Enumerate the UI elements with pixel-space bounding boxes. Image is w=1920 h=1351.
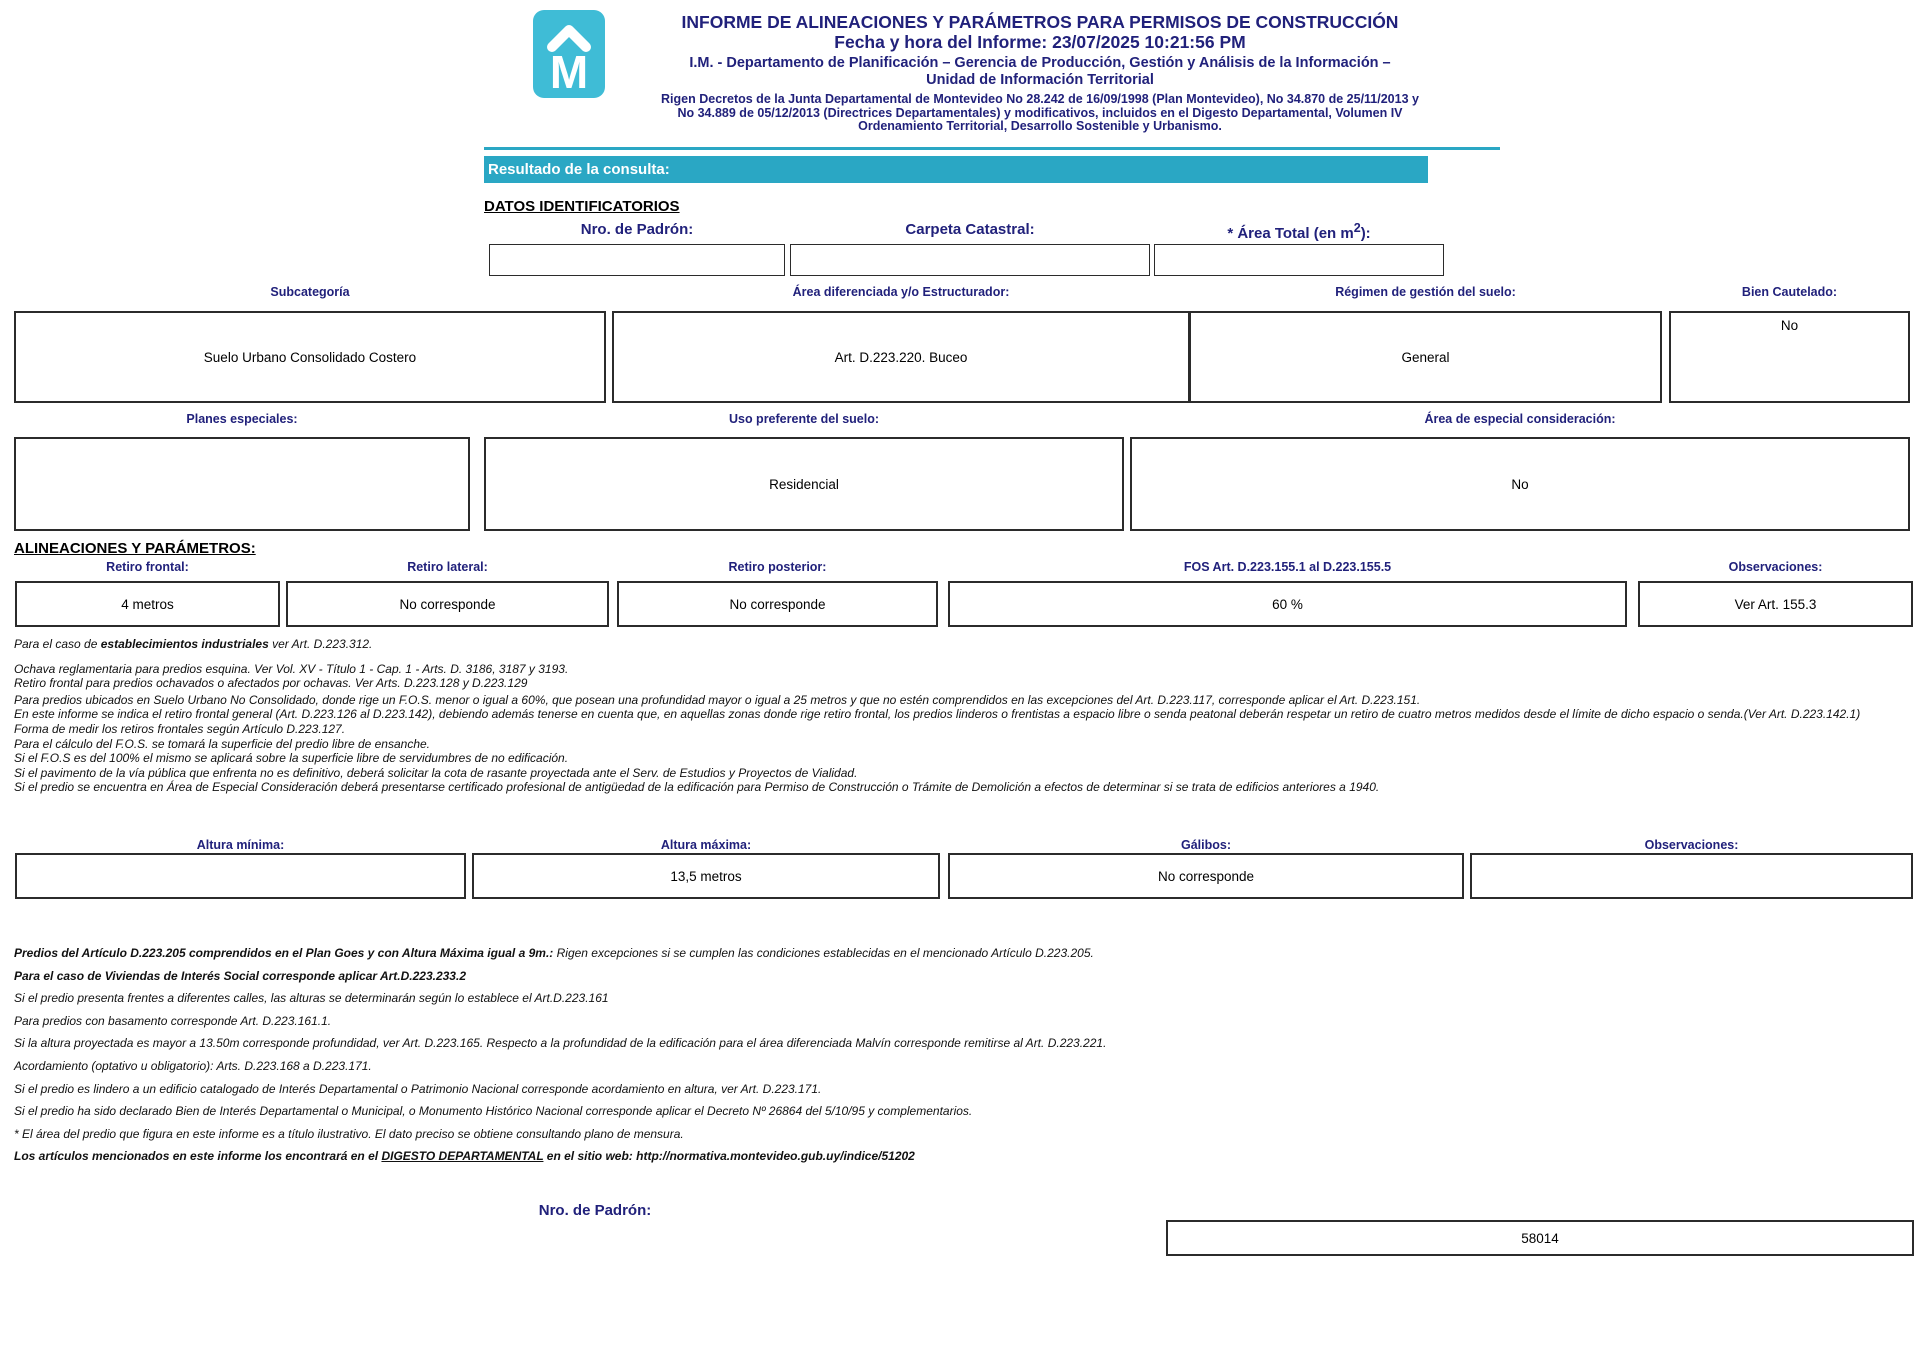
area-total-sup: 2 xyxy=(1353,221,1361,235)
note-line: Si el pavimento de la vía pública que enfrenta no es definitivo, deberá solicitar la cota de rasante proyectada ante el Serv. de Estudios y Proyectos de Vialidad. xyxy=(14,765,858,780)
subcategoria-cell: Suelo Urbano Consolidado Costero xyxy=(14,311,606,403)
svg-text:M: M xyxy=(549,46,589,98)
decrees-line: Rigen Decretos de la Junta Departamental de Montevideo No 28.242 de 16/09/1998 (Plan Montevideo), No 34.870 de 25/11/2013 y No 34.889 de 05/12/2013 (Directrices Departamentales) y modificativos, incluidos en el Digesto Departamental, Volumen IV Ordenamiento Territorial, Desarrollo Sostenible y Urbanismo. xyxy=(661,92,1419,133)
note-line: Retiro frontal para predios ochavados o afectados por ochavas. Ver Arts. D.223.128 y D.223.129 xyxy=(14,676,528,691)
digesto-departamental-link[interactable]: DIGESTO DEPARTAMENTAL xyxy=(381,1149,544,1164)
carpeta-catastral-label: Carpeta Catastral: xyxy=(905,221,1035,238)
note-line: Si el predio presenta frentes a diferentes calles, las alturas se determinarán según lo establece el Art.D.223.161 xyxy=(14,991,609,1006)
regimen-cell: General xyxy=(1189,311,1662,403)
retiro-lateral-cell: No corresponde xyxy=(286,581,609,627)
department-line: I.M. - Departamento de Planificación – Gerencia de Producción, Gestión y Análisis de la Información – Unidad de Información Territorial xyxy=(689,55,1391,88)
note-line: En este informe se indica el retiro frontal general (Art. D.223.126 al D.223.142), debiendo además tenerse en cuenta que, en aquellas zonas donde rige retiro frontal, los predios linderos o frentistas a espacio libre o senda peatonal deberán respetar un retiro de cuatro metros medidos desde el límite de dicho espacio o senda.(Ver Art. D.223.142.1) xyxy=(14,707,1861,722)
uso-preferente-header: Uso preferente del suelo: xyxy=(728,412,880,426)
planes-especiales-header: Planes especiales: xyxy=(186,412,298,426)
header-divider xyxy=(484,147,1500,150)
montevideo-logo xyxy=(533,10,605,98)
note-line: * El área del predio que figura en este informe es a título ilustrativo. El dato preciso se obtiene consultando plano de mensura. xyxy=(14,1126,684,1141)
planes-especiales-cell xyxy=(14,437,470,531)
note-line: Forma de medir los retiros frontales según Artículo D.223.127. xyxy=(14,721,346,736)
retiro-frontal-cell: 4 metros xyxy=(15,581,280,627)
galibos-header: Gálibos: xyxy=(1180,838,1231,852)
padron-label: Nro. de Padrón: xyxy=(580,221,694,238)
note-line: Predios del Artículo D.223.205 comprendidos en el Plan Goes y con Altura Máxima igual a 9m.: Rigen excepciones si se cumplen las condiciones establecidas en el mencionado Artículo D.223.205. xyxy=(14,946,1094,960)
section-alineaciones: ALINEACIONES Y PARÁMETROS: xyxy=(14,540,256,557)
section-datos-identificatorios: DATOS IDENTIFICATORIOS xyxy=(484,198,680,215)
retiro-frontal-header: Retiro frontal: xyxy=(106,560,189,574)
note-line: Para predios con basamento corresponde Art. D.223.161.1. xyxy=(14,1013,332,1028)
report-title: INFORME DE ALINEACIONES Y PARÁMETROS PARA PERMISOS DE CONSTRUCCIÓN xyxy=(681,12,1399,32)
galibos-cell: No corresponde xyxy=(948,853,1464,899)
bien-cautelado-header: Bien Cautelado: xyxy=(1741,285,1838,299)
uso-preferente-cell: Residencial xyxy=(484,437,1124,531)
area-diferenciada-header: Área diferenciada y/o Estructurador: xyxy=(792,285,1010,299)
alturas-notes xyxy=(14,946,1179,1172)
footer-padron-field: 58014 xyxy=(1166,1220,1914,1256)
area-total-label: * Área Total (en $m^2$): xyxy=(1227,221,1371,242)
altura-minima-header: Altura mínima: xyxy=(196,838,285,852)
observaciones-header: Observaciones: xyxy=(1728,560,1823,574)
carpeta-catastral-field xyxy=(790,244,1150,276)
note-line: Si el predio se encuentra en Área de Especial Consideración deberá presentarse certificado profesional de antigüedad de la edificación para Permiso de Construcción o Trámite de Demolición a efectos de determinar si se trata de edificios anteriores a 1940. xyxy=(14,780,1380,795)
altura-minima-cell xyxy=(15,853,466,899)
regimen-header: Régimen de gestión del suelo: xyxy=(1335,285,1516,299)
report-datetime: Fecha y hora del Informe: 23/07/2025 10:21:56 PM xyxy=(834,32,1246,52)
note-line: Si la altura proyectada es mayor a 13.50m corresponde profundidad, ver Art. D.223.165. Respecto a la profundidad de la edificación para el área diferenciada Malvín corresponde remitirse al Art. D.223.221. xyxy=(14,1036,1107,1051)
fos-header: FOS Art. D.223.155.1 al D.223.155.5 xyxy=(1183,560,1392,574)
area-especial-cell: No xyxy=(1130,437,1910,531)
area-total-field xyxy=(1154,244,1444,276)
altura-maxima-cell: 13,5 metros xyxy=(472,853,940,899)
retiros-notes xyxy=(14,637,1910,795)
alturas-observaciones-header: Observaciones: xyxy=(1644,838,1739,852)
altura-maxima-header: Altura máxima: xyxy=(660,838,752,852)
bien-cautelado-cell: No xyxy=(1669,311,1910,403)
note-line: Para predios ubicados en Suelo Urbano No Consolidado, donde rige un F.O.S. menor o igual a 60%, que posean una profundidad mayor o igual a 25 metros y que no estén comprendidos en las excepciones del Art. D.223.117, corresponde aplicar el Art. D.223.151. xyxy=(14,692,1421,707)
montevideo-logo-icon xyxy=(533,10,605,98)
note-line: Para el cálculo del F.O.S. se tomará la superficie del predio libre de ensanche. xyxy=(14,736,431,751)
footer-padron-label: Nro. de Padrón: xyxy=(538,1202,652,1219)
fos-cell: 60 % xyxy=(948,581,1627,627)
note-line: Acordamiento (optativo u obligatorio): Arts. D.223.168 a D.223.171. xyxy=(14,1058,372,1073)
note-line: Si el predio ha sido declarado Bien de Interés Departamental o Municipal, o Monumento Histórico Nacional corresponde aplicar el Decreto Nº 26864 del 5/10/95 y complementarios. xyxy=(14,1104,973,1119)
observaciones-cell: Ver Art. 155.3 xyxy=(1638,581,1913,627)
note-line: Si el F.O.S es del 100% el mismo se aplicará sobre la superficie libre de servidumbres de no edificación. xyxy=(14,751,569,766)
report-header xyxy=(620,12,1460,134)
result-bar: Resultado de la consulta: xyxy=(484,156,1428,183)
note-line: Si el predio es lindero a un edificio catalogado de Interés Departamental o Patrimonio Nacional corresponde acordamiento en altura, ver Art. D.223.171. xyxy=(14,1081,822,1096)
note-line: Para el caso de Viviendas de Interés Social corresponde aplicar Art.D.223.233.2 xyxy=(14,968,466,983)
retiro-lateral-header: Retiro lateral: xyxy=(407,560,488,574)
subcategoria-header: Subcategoría xyxy=(270,285,350,299)
area-especial-header: Área de especial consideración: xyxy=(1424,412,1616,426)
padron-field xyxy=(489,244,785,276)
note-line: Ochava reglamentaria para predios esquina. Ver Vol. XV - Título 1 - Cap. 1 - Arts. D. 3186, 3187 y 3193. xyxy=(14,661,569,676)
alturas-observaciones-cell xyxy=(1470,853,1913,899)
area-diferenciada-cell: Art. D.223.220. Buceo xyxy=(612,311,1190,403)
digesto-line: Los artículos mencionados en este informe los encontrará en el DIGESTO DEPARTAMENTAL en el sitio web: http://normativa.montevideo.gub.uy/indice/51202 xyxy=(14,1149,915,1164)
retiro-posterior-cell: No corresponde xyxy=(617,581,938,627)
note-line: Para el caso de establecimientos industriales ver Art. D.223.312. xyxy=(14,637,373,651)
retiro-posterior-header: Retiro posterior: xyxy=(728,560,827,574)
